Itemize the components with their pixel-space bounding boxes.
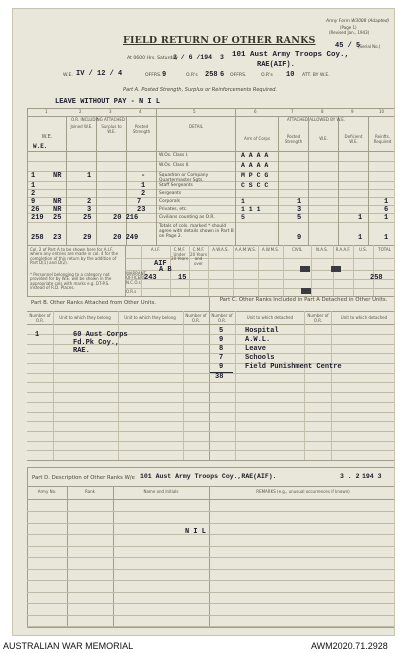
form-revised: (Revised Jan., 1943) xyxy=(329,30,370,35)
part-a-cell-posted: 7 xyxy=(137,198,142,206)
part-a-cell-joined: NR xyxy=(53,198,62,206)
part-c-unit: Schools xyxy=(245,354,275,362)
footer-right: AWM2020.71.2928 xyxy=(311,641,388,651)
part-a-cell-posted: 23 xyxy=(137,206,146,214)
we-label: W.E. xyxy=(63,73,73,78)
part-a-cell-posted: - xyxy=(141,172,146,180)
mid-val-2: 15 xyxy=(178,274,187,282)
header-posted: Posted Strength xyxy=(132,124,151,134)
ors-label: O.R's xyxy=(186,73,198,78)
leave-without-pay: LEAVE WITHOUT PAY - N I L xyxy=(55,98,161,106)
offrs-2-label: OFFRS. xyxy=(230,73,247,78)
mid-header-0: A.I.F. xyxy=(150,247,161,252)
part-a-detail: Sergeants xyxy=(159,191,182,196)
part-c-unit: Leave xyxy=(245,345,267,353)
header-r-deficient: Deficient W.E. xyxy=(344,134,363,144)
part-a-cell-joined: NR xyxy=(53,172,62,180)
col-number-6: 6 xyxy=(254,109,257,114)
ab-typed: A B xyxy=(159,266,172,274)
d-header-remarks: REMARKS (e.g., unusual occurrences if known) xyxy=(256,489,350,494)
part-a-cell-r_posted: 9 xyxy=(297,234,302,242)
header-surplus: Surplus to W.E. xyxy=(101,124,122,134)
mid-header-7: N.A.S. xyxy=(315,247,328,252)
header-detail: DETAIL xyxy=(189,124,203,129)
mid-header-8: R.A.A.F. xyxy=(335,247,351,252)
part-a-cell-arm: A A A A xyxy=(241,152,269,159)
b-header-unit-2: Unit to which they belong xyxy=(124,315,176,320)
d-header-army-no: Army No. xyxy=(37,489,57,494)
date-typed: 3 / 6 /194 xyxy=(173,54,213,61)
part-d-date-year: 194 3 xyxy=(362,473,382,480)
part-c-num: 8 xyxy=(219,345,224,353)
part-a-cell-posted: 2 xyxy=(141,190,146,198)
unit-typed: 101 Aust Army Troops Coy., xyxy=(232,51,350,59)
archive-footer xyxy=(0,638,407,653)
part-a-cell-r_reinf: 1 xyxy=(384,198,389,206)
col-number-4: 4 xyxy=(139,109,142,114)
part-a-cell-surplus: 3 xyxy=(87,206,92,214)
c-header-num-2: Number of O.R. xyxy=(307,313,329,323)
col-number-7: 7 xyxy=(291,109,294,114)
mid-val-1: 243 xyxy=(144,274,157,282)
row-label-wo: WARRANT OFFICERS xyxy=(126,271,147,281)
mid-header-6: CIVIL xyxy=(291,247,303,252)
header-joined: Joined W.E. xyxy=(70,124,93,129)
part-c-unit: Field Punishment Centre xyxy=(245,363,342,371)
part-a-detail: Privates, etc. xyxy=(159,207,188,212)
part-a-cell-joined: NR xyxy=(53,206,62,214)
part-c-title: Part C. Other Ranks Included in Part A Detached in Other Units. xyxy=(219,297,388,303)
part-d-nil: N I L xyxy=(185,528,207,536)
header-r-reinf: Reinfts. Required xyxy=(373,134,392,144)
part-a-detail: W.Os. Class I. xyxy=(159,153,189,158)
part-a-cell-surplus: 25 xyxy=(83,214,92,222)
part-b-unit: RAE. xyxy=(73,347,90,355)
part-a-cell-we: 9 xyxy=(31,198,36,206)
part-a-cell-arm: 5 xyxy=(241,214,245,221)
at-line: At 0600 Hrs. Saturday xyxy=(127,56,178,61)
header-r-we: W.E. xyxy=(319,136,328,141)
mid-total-typed: 258 xyxy=(370,274,383,282)
part-b-num: 1 xyxy=(35,331,40,339)
part-a-detail: Totals of cols. marked * should agree with details shown in Part B on Page 2. xyxy=(159,224,234,240)
part-b-unit: 60 Aust Corps xyxy=(73,331,128,339)
part-a-detail: W.Os. Class II. xyxy=(159,163,190,168)
part-a-cell-arm: A A A A xyxy=(241,162,269,169)
part-c-num: 7 xyxy=(219,354,224,362)
mid-header-5: A.W.M.S. xyxy=(261,247,280,252)
part-a-title: Part A. Posted Strength, Surplus or Reinforcements Required. xyxy=(123,87,278,93)
ors-typed: 258 xyxy=(205,71,218,79)
part-a-cell-arm: 1 1 1 xyxy=(241,206,261,213)
col-number-2: 2 xyxy=(79,109,82,114)
b-header-unit: Unit to which they belong xyxy=(59,315,111,320)
part-c-unit: Hospital xyxy=(245,327,279,335)
unit-typed-2: RAE(AIF). xyxy=(257,61,295,69)
header-or-including-attached: O.R. INCLUDING ATTACHED xyxy=(71,117,125,122)
part-a-cell-r_reinf: 1 xyxy=(384,234,389,242)
part-a-cell-surplus: 1 xyxy=(87,172,92,180)
form-title: FIELD RETURN OF OTHER RANKS xyxy=(123,35,316,46)
part-a-cell-posted: 1 xyxy=(141,182,146,190)
serial-label: (Serial No.) xyxy=(358,44,381,49)
header-arm: Arm of Corps xyxy=(243,136,271,141)
part-a-cell-r_reinf: 6 xyxy=(384,206,389,214)
col-number-3: 3 xyxy=(109,109,112,114)
stamp-2 xyxy=(331,266,341,272)
part-a-detail: Civilians counting as O.R. xyxy=(159,215,215,220)
mid-header-10: TOTAL xyxy=(378,247,391,252)
c-header-unit: Unit to which detached xyxy=(246,315,294,320)
header-we: W.E. xyxy=(41,134,53,140)
row-label-or: O.R.s xyxy=(126,289,137,294)
part-a-detail: Staff Sergeants xyxy=(159,183,193,188)
part-c-num: 5 xyxy=(219,327,224,335)
part-a-cell-r_def: 1 xyxy=(358,234,363,242)
row-label-nco: N.C.O.s xyxy=(126,280,141,285)
part-b-title: Part B. Other Ranks Attached from Other Units. xyxy=(31,300,157,306)
offrs-label: OFFRS. xyxy=(145,73,162,78)
c-header-unit-2: Unit to which detached xyxy=(340,315,388,320)
col-number-5: 5 xyxy=(193,109,196,114)
c-header-num: Number of O.R. xyxy=(211,313,233,323)
header-attached-allowed: ATTACHED ALLOWED BY W.E. xyxy=(286,117,346,122)
aif-typed: AIF xyxy=(154,260,167,268)
ors-2-typed: 10 xyxy=(286,71,295,79)
part-d-date-typed: 3 . 2 xyxy=(340,473,360,480)
d-header-name: Name and Initials xyxy=(143,489,179,494)
mid-header-9: U.S. xyxy=(358,247,367,252)
col-number-10: 10 xyxy=(379,109,385,114)
part-a-cell-we: 2 xyxy=(31,190,36,198)
mid-note-2: * Personnel belonging to a category not provided for by W.E. will be shown in the appropriate cols with marks e.g. DT-P.S. instead of R.D. Places. xyxy=(30,272,112,291)
mid-note: Col. 2 of Part A to be shown here for A.I.F. where any entries are made in col. 4 for the completion of this return by the addition of Part D(1) and D(2). xyxy=(30,247,119,266)
part-c-unit: A.W.L. xyxy=(245,336,271,344)
b-header-num-2: Number of O.R. xyxy=(185,313,207,323)
we-marker: W.E. xyxy=(33,143,48,150)
mid-header-4: A.A.M.W.S. xyxy=(234,247,257,252)
part-a-cell-r_posted: 1 xyxy=(297,198,302,206)
part-d-title: Part D. Description of Other Ranks W/e xyxy=(32,475,135,481)
mid-header-3: A.W.A.S. xyxy=(212,247,229,252)
part-a-cell-surplus: 2 xyxy=(87,198,92,206)
part-a-cell-posted: 20 216 xyxy=(113,214,139,222)
stamp-3 xyxy=(301,288,311,294)
mid-header-2: C.M.F. 20 Years and over xyxy=(190,247,207,266)
att-label: ATT. BY W.E. xyxy=(302,73,330,78)
part-c-total: 38 xyxy=(215,373,224,381)
part-a-cell-r_reinf: 1 xyxy=(384,214,389,222)
part-a-cell-r_posted: 5 xyxy=(297,214,302,222)
part-a-cell-joined: 25 xyxy=(53,214,62,222)
serial-typed: 45 / 5 xyxy=(335,42,361,50)
part-a-cell-arm: C S C C xyxy=(241,182,269,189)
col-number-1: 1 xyxy=(45,109,48,114)
footer-left: AUSTRALIAN WAR MEMORIAL xyxy=(3,641,134,651)
part-a-cell-we: 1 xyxy=(31,172,36,180)
part-a-cell-we: 1 xyxy=(31,182,36,190)
ors-2-label: O.R's xyxy=(261,73,273,78)
we-typed: IV / 12 / 4 xyxy=(76,70,123,78)
part-a-cell-we: 26 xyxy=(31,206,40,214)
part-d-unit-typed: 101 Aust Army Troops Coy.,RAE(AIF). xyxy=(140,473,277,480)
part-a-cell-we: 219 xyxy=(31,214,44,222)
part-c-num: 9 xyxy=(219,363,224,371)
part-a-cell-joined: 23 xyxy=(53,234,62,242)
part-a-detail: Corporals xyxy=(159,199,181,204)
part-b-unit: Fd.Pk Coy., xyxy=(73,339,120,347)
part-a-cell-r_def: 1 xyxy=(358,214,363,222)
form-ref: Army Form W3008 (Adapted) xyxy=(326,19,390,24)
stamp-1 xyxy=(300,266,310,272)
d-header-rank: Rank xyxy=(85,489,95,494)
part-a-detail: Squadron or Company Quartermaster Sgts. xyxy=(159,173,209,184)
part-a-cell-r_posted: 3 xyxy=(297,206,302,214)
part-c-num: 9 xyxy=(219,336,224,344)
part-a-cell-arm: 1 xyxy=(241,198,245,205)
offrs-typed: 9 xyxy=(162,71,167,79)
form-page: (Page 1) xyxy=(340,25,357,30)
part-a-cell-we: 258 xyxy=(31,234,44,242)
offrs-2-typed: 6 xyxy=(220,71,225,79)
col-number-8: 8 xyxy=(321,109,324,114)
mid-header-1: C.M.F. Under 20 Years xyxy=(171,247,188,262)
b-header-num: Number of O.R. xyxy=(29,313,51,323)
part-a-cell-posted: 20 249 xyxy=(113,234,139,242)
col-number-9: 9 xyxy=(351,109,354,114)
part-a-cell-arm: M P C G xyxy=(241,172,269,179)
date-year: 3 xyxy=(220,54,224,61)
part-a-cell-surplus: 29 xyxy=(83,234,92,242)
field-return-form xyxy=(12,8,395,636)
header-r-posted: Posted Strength xyxy=(284,134,303,144)
